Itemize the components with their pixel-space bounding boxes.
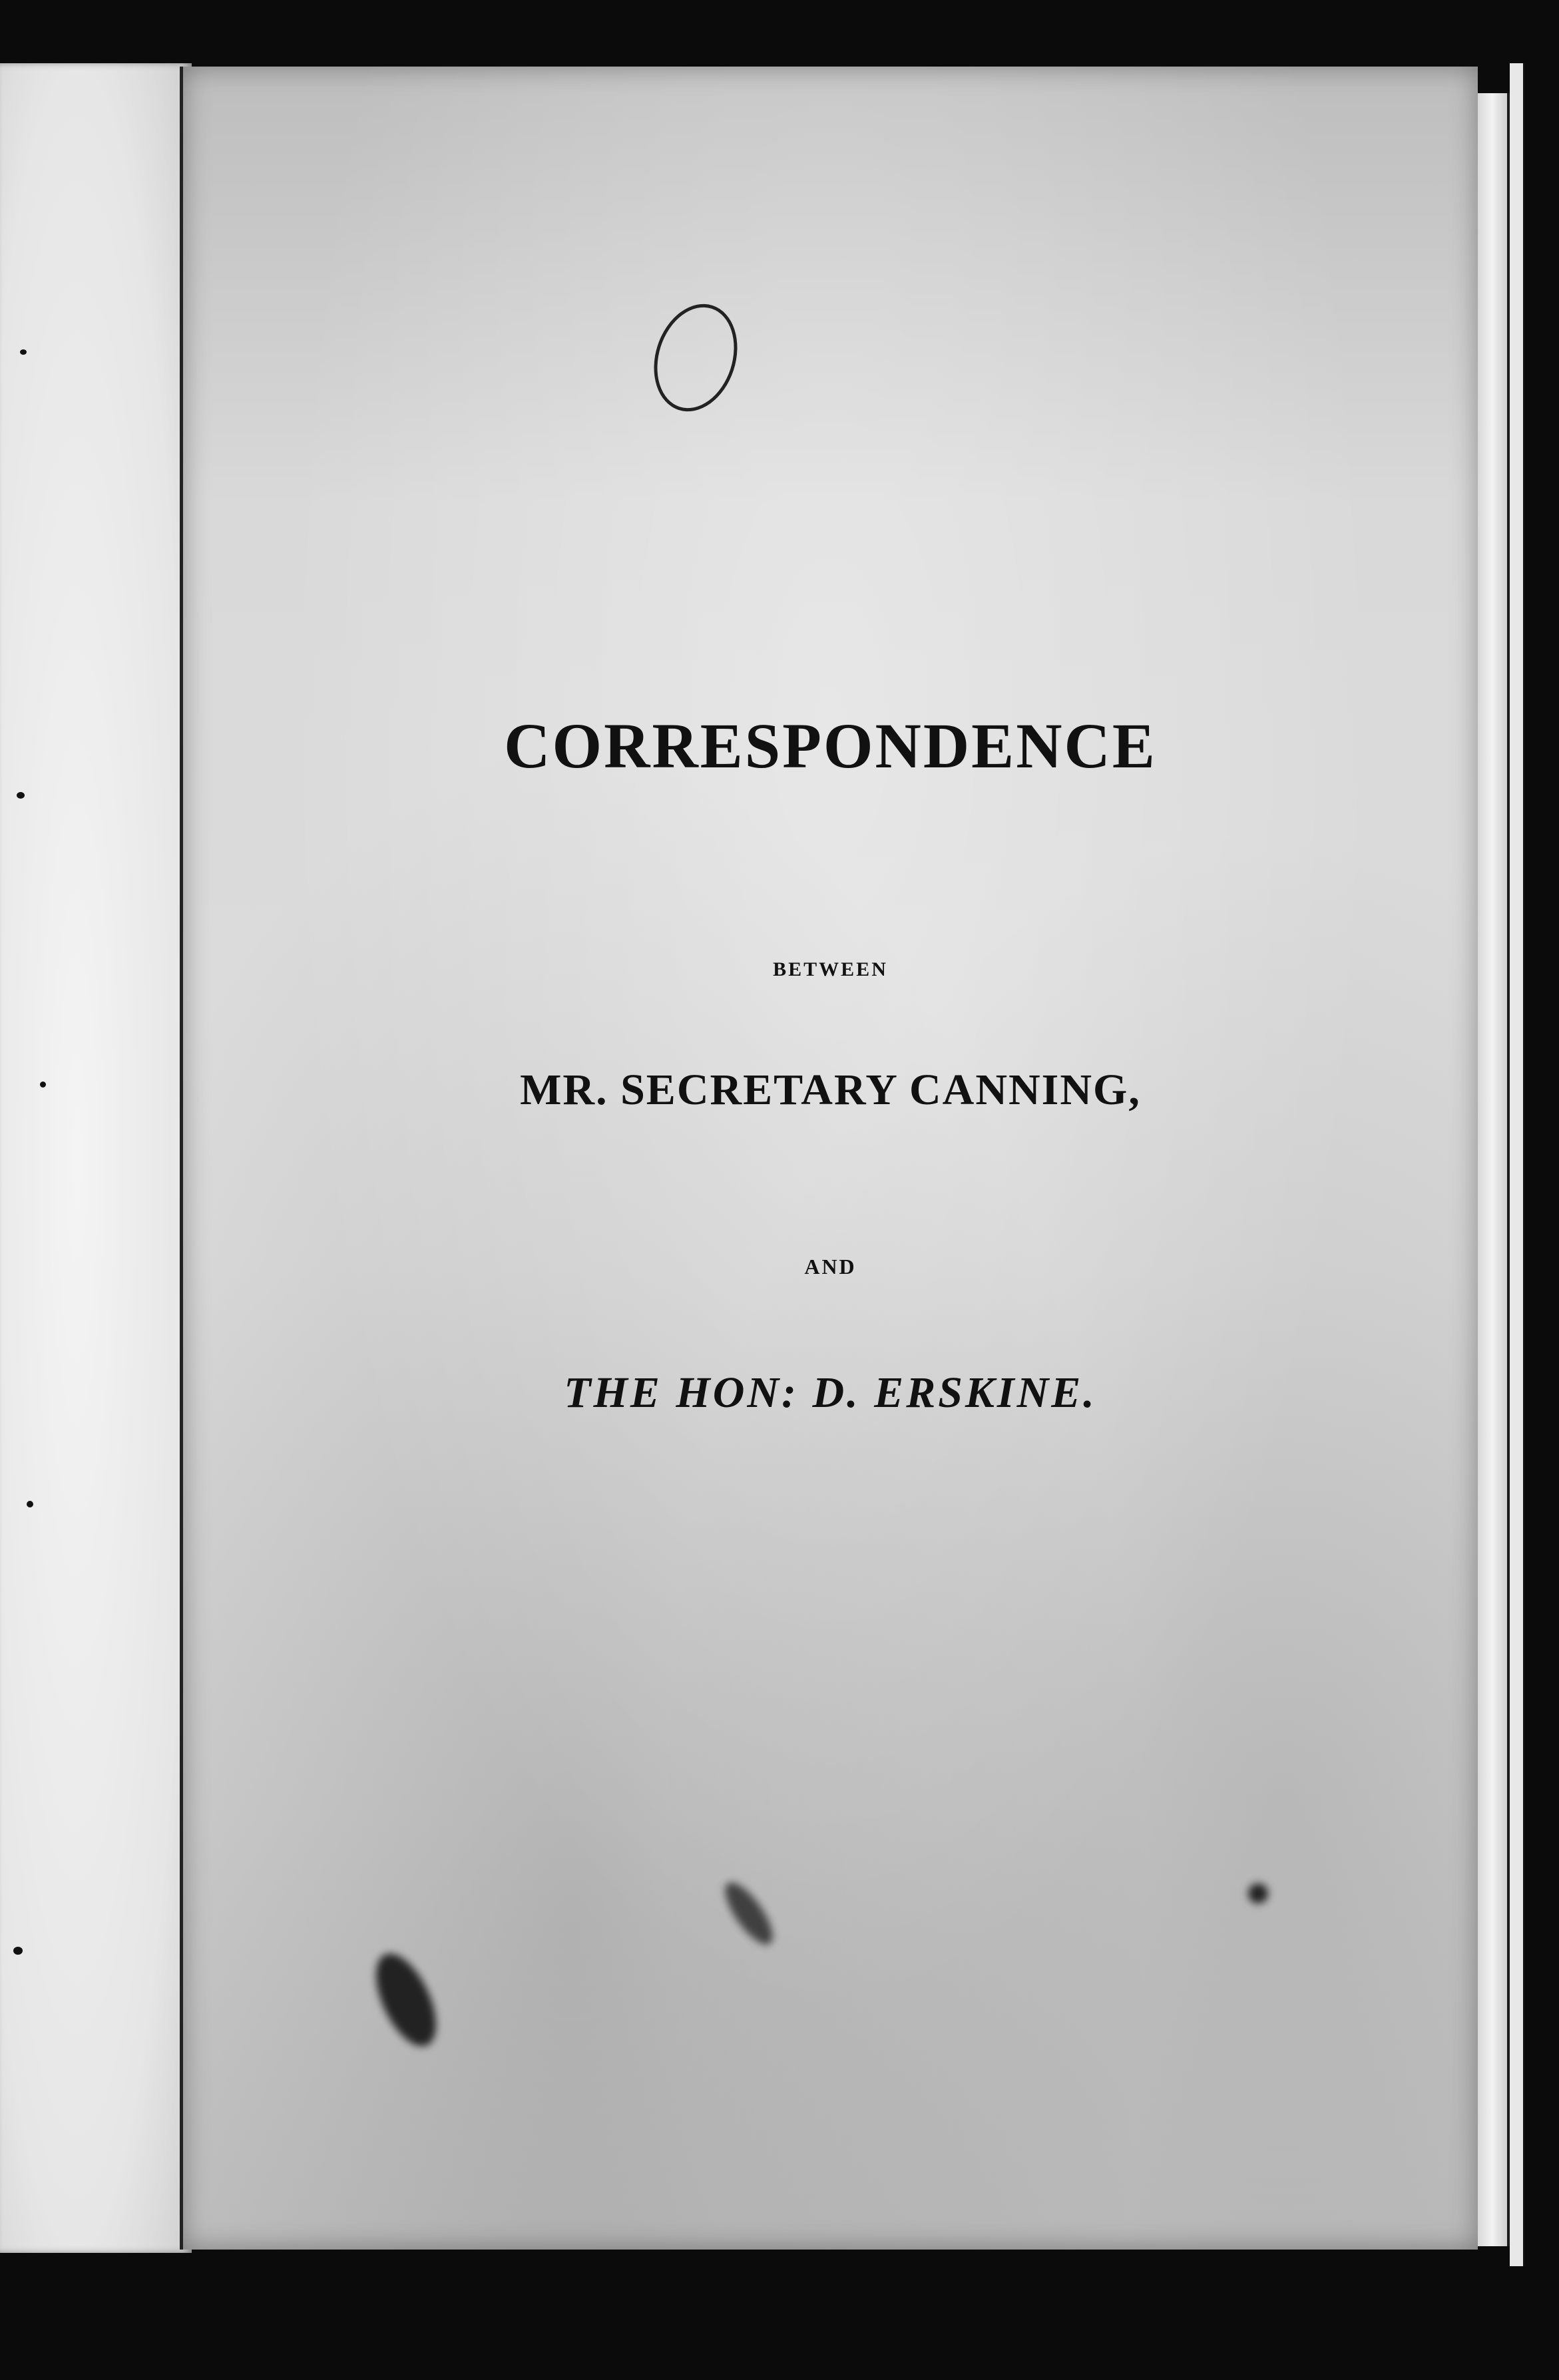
ink-smudge [364,1945,449,2055]
facing-page-fragment [0,63,192,2253]
ink-smudge [1248,1884,1268,1903]
pencil-annotation [640,293,750,422]
ink-speck [17,792,25,799]
party-one: MR. SECRETARY CANNING, [520,1066,1141,1114]
page-edge-outer [1510,63,1525,2266]
page-edge-inner [1474,93,1510,2246]
title: CORRESPONDENCE [504,710,1157,781]
party-two: THE HON: D. ERSKINE. [564,1368,1097,1417]
title-page [180,67,1478,2250]
ink-speck [20,349,27,355]
ink-speck [27,1501,33,1507]
conjunction: AND [804,1255,857,1279]
ink-speck [13,1947,23,1955]
ink-smudge [717,1876,781,1951]
between-label: BETWEEN [773,958,888,980]
ink-speck [40,1082,46,1088]
